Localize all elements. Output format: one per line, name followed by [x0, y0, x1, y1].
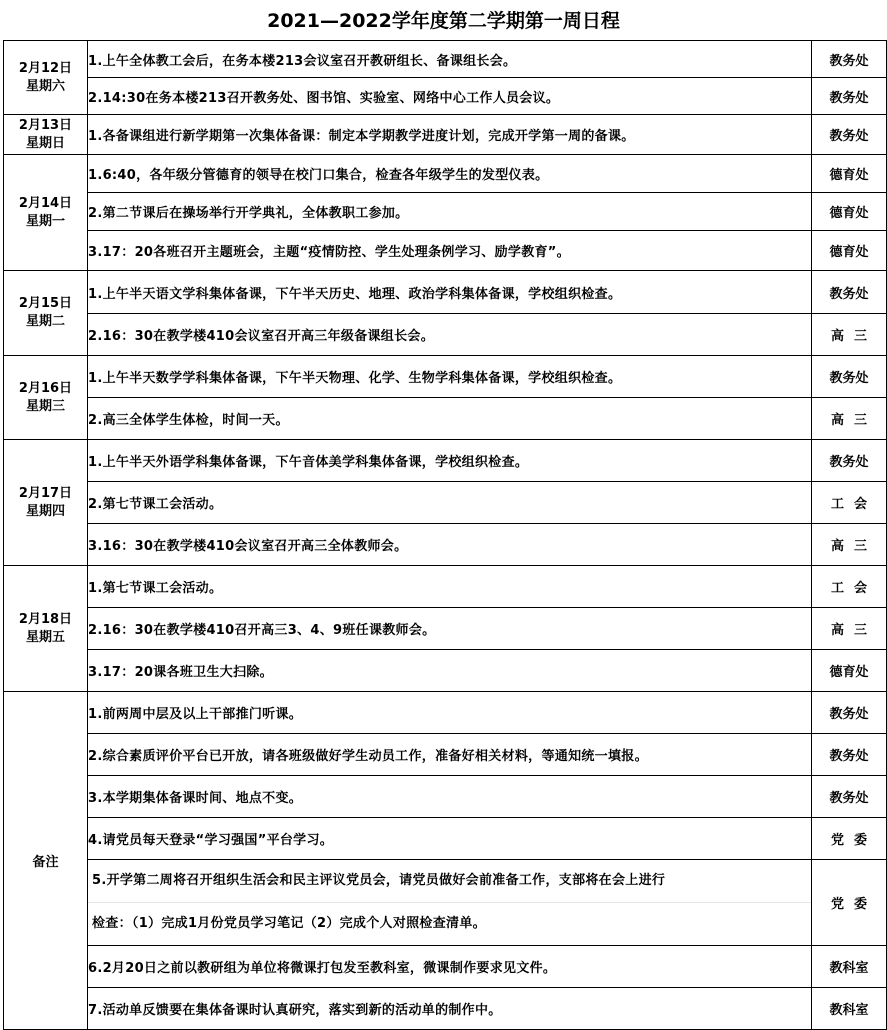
- table-row: [4, 78, 887, 115]
- day-cell: [4, 440, 88, 566]
- schedule-item: 3.17：20课各班卫生大扫除。: [88, 650, 812, 692]
- day-weekday: 星期三: [25, 398, 65, 414]
- schedule-item: 2.高三全体学生体检，时间一天。: [88, 398, 812, 440]
- schedule-table: [3, 40, 887, 1030]
- dept-cell: 教务处: [812, 271, 887, 314]
- schedule-item: 1.上午半天数学学科集体备课，下午半天物理、化学、生物学科集体备课，学校组织检查。: [88, 356, 812, 398]
- schedule-item: 1.上午全体教工会后，在务本楼213会议室召开教研组长、备课组长会。: [88, 41, 812, 78]
- dept-cell: 党委: [812, 860, 887, 946]
- dept-cell: 高三: [812, 524, 887, 566]
- dept-cell: 高三: [812, 314, 887, 356]
- schedule-item: 2.第七节课工会活动。: [88, 482, 812, 524]
- day-date: 2月13日: [18, 117, 73, 133]
- dept-cell: 德育处: [812, 155, 887, 193]
- dept-cell: 教科室: [812, 946, 887, 988]
- table-row: [4, 115, 887, 155]
- schedule-item: 1.各备课组进行新学期第一次集体备课：制定本学期教学进度计划，完成开学第一周的备课。: [88, 115, 812, 155]
- dept-cell: 德育处: [812, 193, 887, 231]
- note-item: 1.前两周中层及以上干部推门听课。: [88, 692, 812, 734]
- table-row: [4, 524, 887, 566]
- dept-cell: 教科室: [812, 988, 887, 1030]
- day-date: 2月14日: [18, 195, 73, 211]
- dept-cell: 工会: [812, 482, 887, 524]
- table-row: [4, 860, 887, 946]
- schedule-item: 3.16：30在教学楼410会议室召开高三全体教师会。: [88, 524, 812, 566]
- table-row: [4, 988, 887, 1030]
- day-weekday: 星期二: [25, 314, 65, 329]
- table-row: [4, 818, 887, 860]
- day-date: 2月16日: [18, 380, 73, 396]
- dept-cell: 教务处: [812, 734, 887, 776]
- note-line: 检查：（1）完成1月份党员学习笔记（2）完成个人对照检查清单。: [88, 902, 811, 945]
- day-cell: [4, 566, 88, 692]
- schedule-item: 2.第二节课后在操场举行开学典礼，全体教职工参加。: [88, 193, 812, 231]
- dept-cell: 教务处: [812, 692, 887, 734]
- note-item: 4.请党员每天登录“学习强国”平台学习。: [88, 818, 812, 860]
- table-row: [4, 193, 887, 231]
- schedule-item: 2.16：30在教学楼410召开高三3、4、9班任课教师会。: [88, 608, 812, 650]
- table-row: [4, 155, 887, 193]
- table-row: [4, 482, 887, 524]
- table-row: [4, 398, 887, 440]
- day-weekday: 星期六: [25, 78, 65, 94]
- day-date: 2月12日: [18, 60, 73, 76]
- table-row: [4, 271, 887, 314]
- note-item: [88, 860, 812, 946]
- day-cell: [4, 41, 88, 115]
- table-row: [4, 734, 887, 776]
- notes-label: 备注: [4, 692, 88, 1030]
- dept-cell: 德育处: [812, 231, 887, 271]
- schedule-item: 1.上午半天外语学科集体备课，下午音体美学科集体备课，学校组织检查。: [88, 440, 812, 482]
- dept-cell: 教务处: [812, 440, 887, 482]
- table-row: [4, 608, 887, 650]
- note-line: 5.开学第二周将召开组织生活会和民主评议党员会，请党员做好会前准备工作，支部将在会上进行: [92, 873, 666, 888]
- schedule-item: 1.上午半天语文学科集体备课，下午半天历史、地理、政治学科集体备课，学校组织检查。: [88, 271, 812, 314]
- schedule-item: 2.14:30在务本楼213召开教务处、图书馆、实验室、网络中心工作人员会议。: [88, 78, 812, 115]
- table-row: [4, 946, 887, 988]
- dept-cell: 教务处: [812, 78, 887, 115]
- dept-cell: 工会: [812, 566, 887, 608]
- schedule-item: 3.17：20各班召开主题班会，主题“疫情防控、学生处理条例学习、励学教育”。: [88, 231, 812, 271]
- day-cell: [4, 155, 88, 271]
- note-item: 3.本学期集体备课时间、地点不变。: [88, 776, 812, 818]
- note-item: 6.2月20日之前以教研组为单位将微课打包发至教科室，微课制作要求见文件。: [88, 946, 812, 988]
- table-row: [4, 231, 887, 271]
- dept-cell: 教务处: [812, 115, 887, 155]
- table-row: [4, 692, 887, 734]
- day-cell: [4, 115, 88, 155]
- day-weekday: 星期日: [25, 135, 65, 151]
- dept-cell: 德育处: [812, 650, 887, 692]
- day-weekday: 星期五: [25, 629, 65, 645]
- dept-cell: 高三: [812, 608, 887, 650]
- dept-cell: 党委: [812, 818, 887, 860]
- day-date: 2月17日: [18, 485, 73, 501]
- day-date: 2月18日: [18, 611, 73, 627]
- day-weekday: 星期一: [25, 213, 65, 229]
- table-row: [4, 356, 887, 398]
- schedule-item: 1.6:40，各年级分管德育的领导在校门口集合，检查各年级学生的发型仪表。: [88, 155, 812, 193]
- note-item: 7.活动单反馈要在集体备课时认真研究，落实到新的活动单的制作中。: [88, 988, 812, 1030]
- table-row: [4, 440, 887, 482]
- day-cell: [4, 356, 88, 440]
- day-date: 2月15日: [18, 296, 73, 311]
- dept-cell: 高三: [812, 398, 887, 440]
- dept-cell: 教务处: [812, 356, 887, 398]
- schedule-item: 2.16：30在教学楼410会议室召开高三年级备课组长会。: [88, 314, 812, 356]
- schedule-item: 1.第七节课工会活动。: [88, 566, 812, 608]
- dept-cell: 教务处: [812, 776, 887, 818]
- note-item: 2.综合素质评价平台已开放，请各班级做好学生动员工作，准备好相关材料，等通知统一填报。: [88, 734, 812, 776]
- table-row: [4, 314, 887, 356]
- dept-cell: 教务处: [812, 41, 887, 78]
- day-cell: [4, 271, 88, 356]
- table-row: [4, 41, 887, 78]
- table-row: [4, 650, 887, 692]
- page-title: 2021—2022学年度第二学期第一周日程: [267, 10, 620, 32]
- table-row: [4, 776, 887, 818]
- day-weekday: 星期四: [25, 503, 65, 519]
- table-row: [4, 566, 887, 608]
